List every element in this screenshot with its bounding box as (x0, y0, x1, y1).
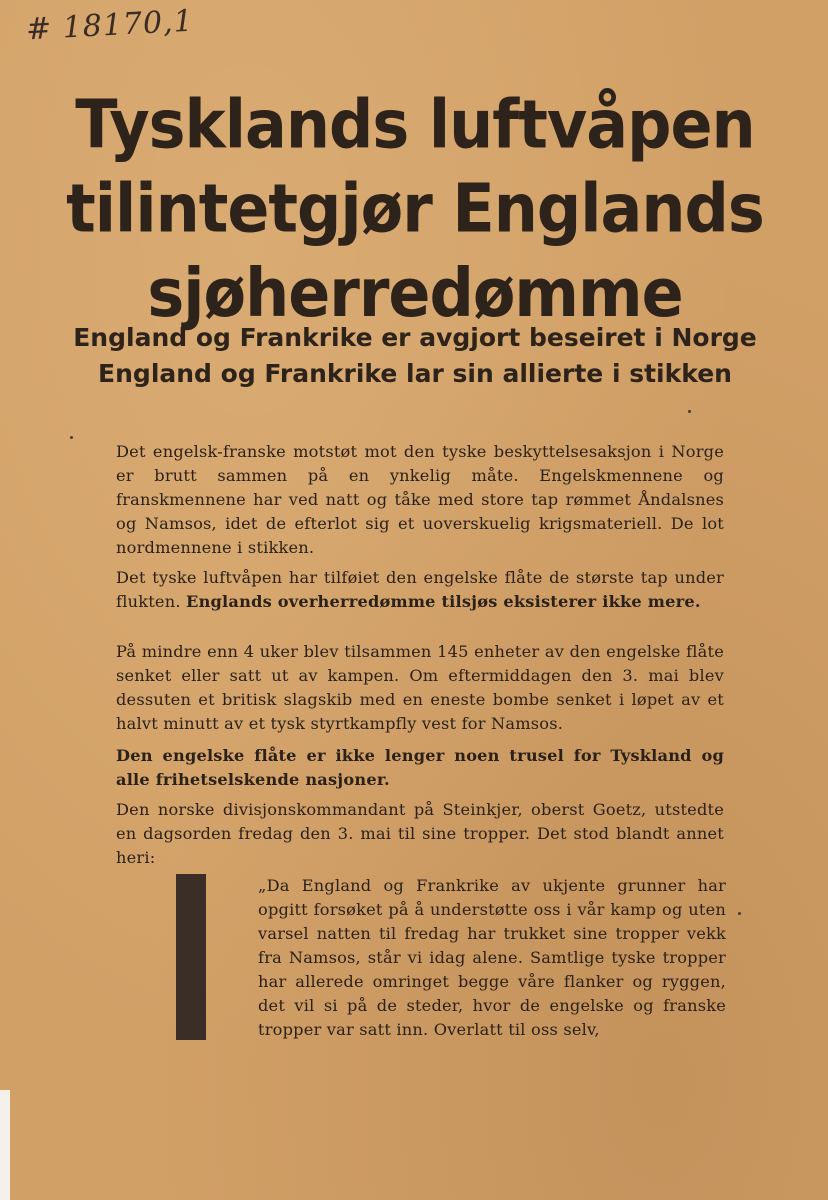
paragraph-2-text: Det tyske luftvåpen har tilføiet den engelske flåte de største tap under flukten. (116, 568, 724, 611)
paragraph-1: Det engelsk-franske motstøt mot den tyske beskyttelsesaksjon i Norge er brutt sammen på en ynkelig måte. Engelskmennene og franskmennene har ved natt og tåke med store tap rømmet Åndalsnes og Namsos, idet de efterlot sig et uoverskuelig krigsmateriell. De lot nordmennene i stikken. (116, 442, 724, 557)
quote-bar (176, 874, 206, 1040)
quote-text: „Da England og Frankrike av ukjente grunner har opgitt forsøket på å understøtte oss i vår kamp og uten varsel natten til fredag har trukket sine tropper vekk fra Namsos, står vi idag alene. Samtlige tyske tropper har allerede omringet begge våre flanker og ryggen, det vil si på de steder, hvor de engelske og franske tropper var satt inn. Overlatt til oss selv, (258, 876, 726, 1039)
main-headline (60, 83, 770, 336)
inventory-number: # 18170,1 (25, 3, 195, 48)
paragraph-2-emphasis: Englands overherredømme tilsjøs eksisterer ikke mere. (186, 592, 701, 611)
headline-line-1: Tysklands luftvåpen (75, 84, 755, 164)
headline-line-3: sjøherredømme (147, 253, 683, 333)
speck (688, 410, 691, 413)
subheadline-1: England og Frankrike er avgjort beseiret i Norge (73, 323, 757, 352)
paragraph-2 (116, 566, 724, 614)
paragraph-4-bold: Den engelske flåte er ikke lenger noen trusel for Tyskland og alle frihetselskende nasjoner. (116, 746, 724, 789)
paragraph-5: Den norske divisjonskommandant på Steinkjer, oberst Goetz, utstedte en dagsorden fredag den 3. mai til sine tropper. Det stod blandt annet heri: (116, 800, 724, 867)
headline-line-2: tilintetgjør Englands (66, 169, 764, 248)
speck (738, 912, 741, 915)
scan-edge (0, 1090, 10, 1200)
speck (70, 436, 73, 439)
paragraph-3: På mindre enn 4 uker blev tilsammen 145 enheter av den engelske flåte senket eller satt ut av kampen. Om eftermiddagen den 3. mai blev dessuten et britisk slagskib med en eneste bombe senket i løpet av et halvt minutt av et tysk styrtkampfly vest for Namsos. (116, 642, 724, 733)
subheadline-2: England og Frankrike lar sin allierte i stikken (98, 359, 732, 388)
